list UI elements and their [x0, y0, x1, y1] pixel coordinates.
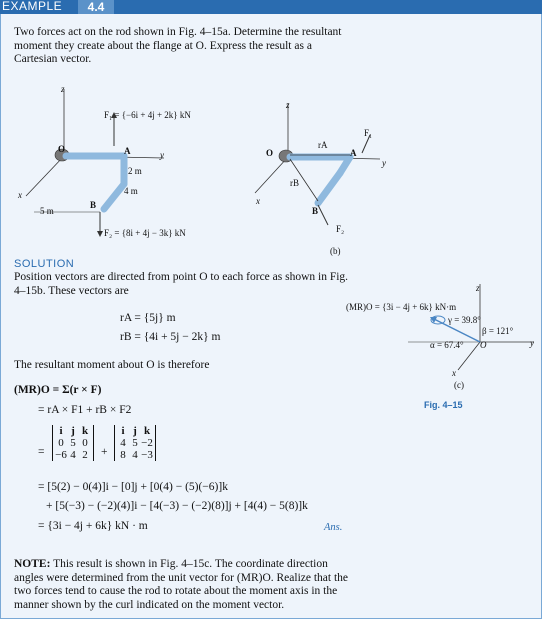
fig-c-moment-label: (MR)O = {3i − 4j + 6k} kN·m — [346, 302, 457, 312]
fig-a-label-o: O — [58, 144, 66, 154]
fig-c-gamma: γ = 39.8° — [448, 315, 481, 325]
fig-b-label-f2: F₂ — [336, 224, 345, 234]
eq-line2: + [5(−3) − (−2)(4)]i − [4(−3) − (−2)(8)]j + [4(4) − 5(8)]k — [46, 500, 308, 512]
fig-c-label-o: O — [480, 340, 487, 350]
fig-c-beta: β = 121° — [482, 326, 514, 336]
eq-ra: rA = {5j} m — [120, 312, 176, 324]
fig-b-label-rb: rB — [290, 178, 299, 188]
fig-b-axis-x: x — [256, 196, 260, 206]
fig-a-f2-label: F₂ = {8i + 4j − 3k} kN — [104, 228, 186, 238]
note-label: NOTE: — [14, 558, 51, 570]
example-number: 4.4 — [78, 0, 114, 14]
fig-b-caption: (b) — [330, 246, 341, 256]
fig-c-caption: (c) — [454, 380, 464, 390]
solution-intro: Position vectors are directed from point O to each force as shown in Fig. 4–15b. These vectors are — [14, 271, 349, 297]
eq-rb: rB = {4i + 5j − 2k} m — [120, 331, 221, 343]
fig-b-label-ra: rA — [318, 140, 328, 150]
fig-a-axis-x: x — [18, 190, 22, 200]
fig-a-dim-5m: 5 m — [40, 206, 54, 216]
fig-c-axis-z: z — [476, 283, 480, 293]
example-header — [0, 0, 542, 14]
fig-b-label-b: B — [312, 206, 319, 216]
fig-a-dim-4m: 4 m — [124, 186, 138, 196]
fig-c-alpha: α = 67.4° — [430, 340, 464, 350]
problem-statement: Two forces act on the rod shown in Fig. 4–15a. Determine the resultant moment they create about the flange at O. Express the result as a Cartesian vector. — [14, 26, 342, 65]
note-text: This result is shown in Fig. 4–15c. The coordinate direction angles were determined from the unit vector for (MR)O. Realize that the two forces tend to cause the rod to rotate about the moment axis in the manner shown by the curl indicated on the moment vector. — [14, 558, 349, 611]
determinant-1: i j k 0 5 0 −6 4 2 — [52, 425, 94, 461]
figure-b — [250, 95, 400, 235]
eq-sum: = rA × F1 + rB × F2 — [38, 404, 132, 416]
fig-b-label-f1: F₁ — [364, 128, 373, 138]
figure-c — [398, 280, 538, 380]
moment-text: The resultant moment about O is therefore — [14, 359, 210, 371]
determinant-2: i j k 4 5 −2 8 4 −3 — [114, 425, 156, 461]
figure-a — [14, 84, 234, 244]
fig-a-f1-label: F₁ = {−6i + 4j + 2k} kN — [104, 110, 191, 120]
fig-b-label-o: O — [266, 148, 274, 158]
fig-a-dim-2m: 2 m — [128, 166, 142, 176]
fig-a-axis-y: y — [160, 150, 164, 160]
fig-c-axis-x: x — [452, 368, 456, 378]
eq-line3: = {3i − 4j + 6k} kN · m — [38, 520, 148, 532]
fig-b-axis-z: z — [286, 100, 290, 110]
eq-equals-det: = — [38, 446, 45, 458]
eq-mro: (MR)O = Σ(r × F) — [14, 384, 102, 396]
example-label: EXAMPLE — [2, 0, 63, 13]
fig-a-label-a: A — [124, 146, 131, 156]
eq-plus: + — [101, 446, 108, 458]
figure-label: Fig. 4–15 — [424, 400, 463, 410]
fig-a-axis-z: z — [61, 84, 65, 94]
fig-a-label-b: B — [90, 200, 97, 210]
eq-line1: = [5(2) − 0(4)]i − [0]j + [0(4) − (5)(−6)]k — [38, 481, 228, 493]
fig-b-label-a: A — [350, 148, 357, 158]
note-paragraph — [14, 558, 354, 612]
solution-heading: SOLUTION — [14, 258, 75, 270]
answer-mark: Ans. — [324, 522, 343, 533]
fig-b-axis-y: y — [382, 158, 386, 168]
fig-c-axis-y: y — [530, 338, 534, 348]
